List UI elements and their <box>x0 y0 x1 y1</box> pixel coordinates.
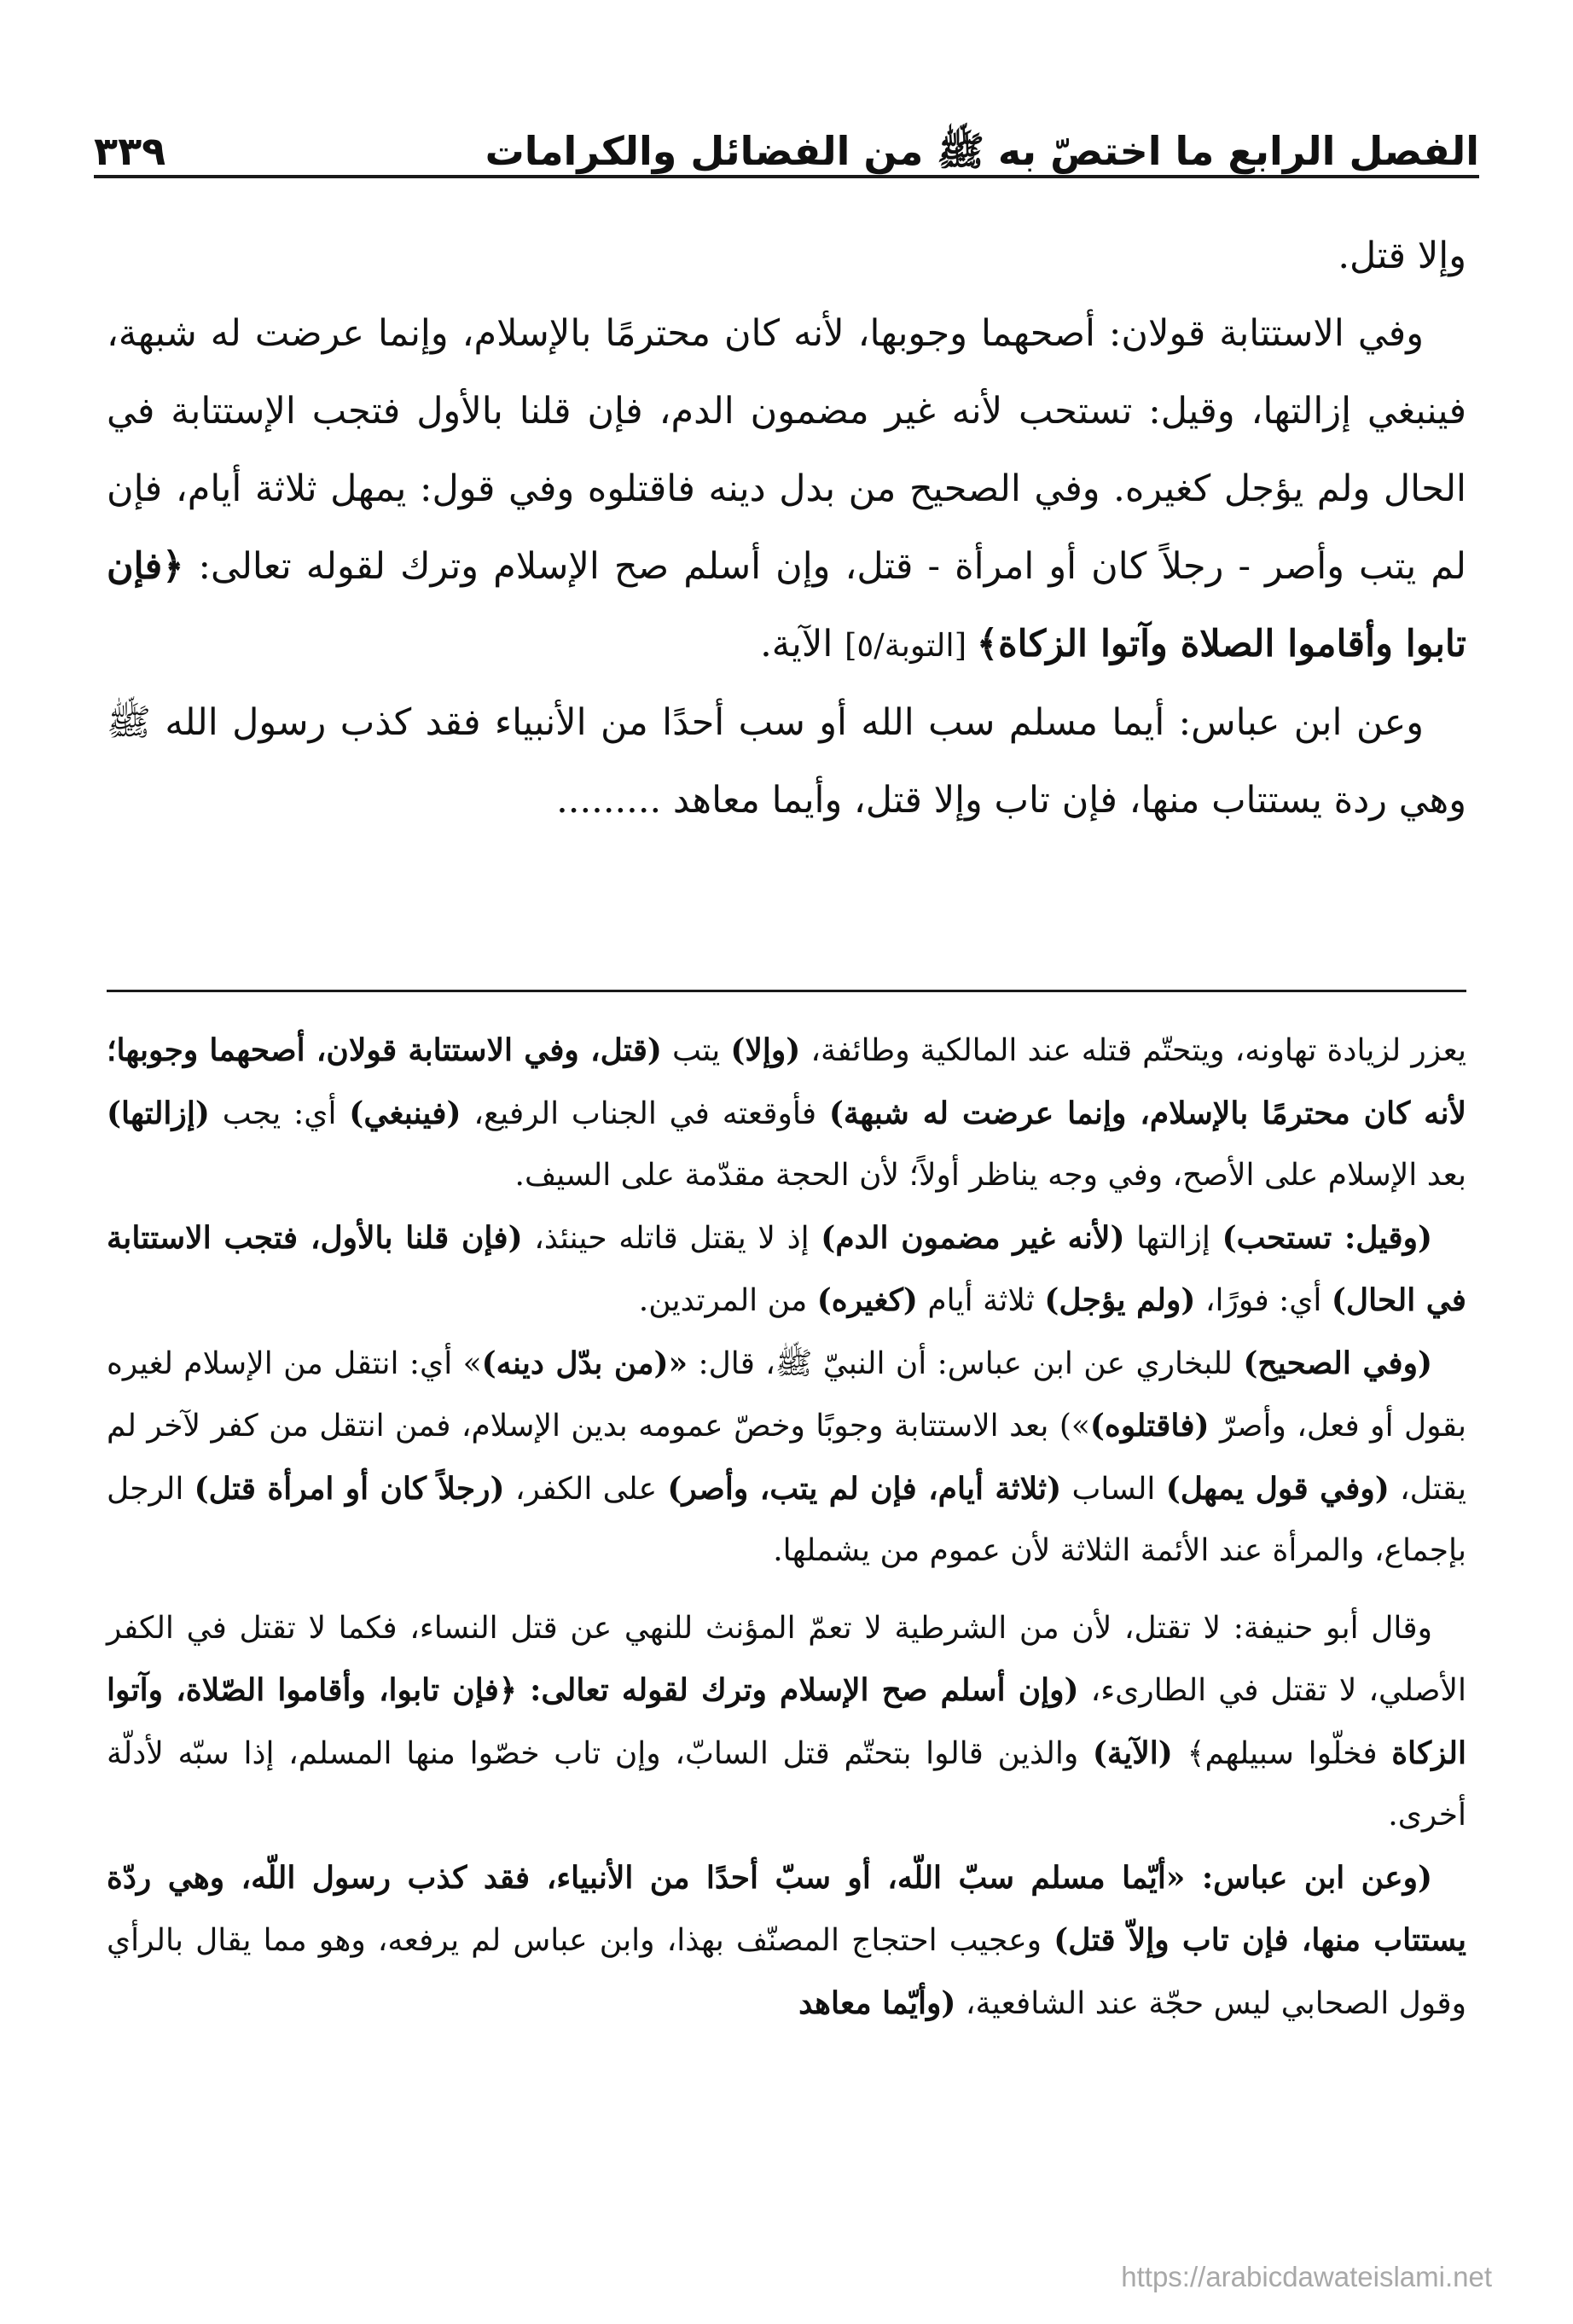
main-paragraph-2-text: وفي الاستتابة قولان: أصحهما وجوبها، لأنه كان محترمًا بالإسلام، وإنما عرضت له شبهة، فينبغي إزالتها، وقيل: تستحب لأنه غير مضمون الدم، فإن قلنا بالأول فتجب الإستتابة في الحال ولم يؤجل كغيره. وفي الصحيح من بدل دينه فاقتلوه وفي قول: يمهل ثلاثة أيام، فإن لم يتب وأصر - رجلاً كان أو امرأة - قتل، وإن أسلم صح الإسلام وترك لقوله تعالى: <box>107 312 1466 588</box>
footnote-separator <box>107 990 1466 992</box>
text-segment: وعجيب احتجاج المصنّف بهذا، وابن عباس لم يرفعه، وهو مما يقال بالرأي وقول الصحابي ليس حجّة عند الشافعية، <box>107 1923 1466 2021</box>
bold-segment: (قتل، وفي الاستتابة قولان، أصحهما وجوبها؛ لأنه كان محترمًا بالإسلام، وإنما عرضت له شبهة) <box>107 1032 1467 1131</box>
text-segment: إذ لا يقتل قاتله حينئذ، <box>522 1220 821 1256</box>
text-segment: للبخاري عن ابن عباس: أن النبيّ ﷺ، قال: <box>688 1345 1244 1381</box>
main-paragraph-1: وإلا قتل. <box>1338 235 1466 277</box>
text-segment: الساب <box>1061 1471 1166 1507</box>
text-segment: بعد الإسلام على الأصح، وفي وجه يناظر أولاً؛ لأن الحجة مقدّمة على السيف. <box>514 1158 1466 1193</box>
bold-segment: (رجلاً كان أو امرأة قتل) <box>194 1470 505 1507</box>
running-header <box>94 102 1479 174</box>
bold-segment: (فينبغي) <box>349 1095 461 1131</box>
commentary-text <box>107 1020 1466 2035</box>
bold-segment: (فإن قلنا بالأول، فتجب الاستتابة في الحال) <box>107 1219 1466 1318</box>
header-rule <box>94 175 1479 178</box>
text-segment: أي: فورًا، <box>1195 1283 1332 1318</box>
main-paragraph-2 <box>107 295 1466 684</box>
main-paragraph-3: وعن ابن عباس: أيما مسلم سب الله أو سب أحدًا من الأنبياء فقد كذب رسول الله ﷺ وهي ردة يستتاب منها، فإن تاب وإلا قتل، وأيما معاهد ......... <box>107 701 1466 822</box>
bold-segment: (فاقتلوه) <box>1089 1408 1210 1444</box>
bold-segment: (لأنه غير مضمون الدم) <box>821 1219 1125 1256</box>
bold-segment: (وعن ابن عباس: «أيّما مسلم سبّ اللّه، أو سبّ أحدًا من الأنبياء، فقد كذب رسول اللّه، وهي ردّة يستتاب منها، فإن تاب وإلاّ قتل) <box>107 1859 1466 1958</box>
verse-reference: [التوبة/٥] <box>844 627 977 664</box>
bold-segment: (وإن أسلم صح الإسلام وترك لقوله تعالى: ﴿فإن تابوا، وأقاموا الصّلاة، وآتوا الزكاة <box>107 1672 1466 1771</box>
text-segment: ») بعد الاستتابة وجوبًا وخصّ عمومه بدين الإسلام، فمن انتقل من كفر لآخر لم يقتل، <box>107 1409 1467 1507</box>
bold-segment: (ولم يؤجل) <box>1044 1282 1196 1318</box>
commentary-paragraph-2 <box>107 1207 1466 1333</box>
text-segment: والذين قالوا بتحتّم قتل السابّ، وإن تاب خصّوا منها المسلم، إذا سبّه لأدلّة أخرى. <box>107 1735 1466 1833</box>
main-paragraph-2-end: الآية. <box>760 623 845 665</box>
commentary-paragraph-1 <box>107 1020 1466 1207</box>
bold-segment: (وقيل: تستحب) <box>1222 1219 1433 1256</box>
chapter-title: الفصل الرابع ما اختصّ به ﷺ من الفضائل والكرامات <box>485 128 1479 174</box>
commentary-paragraph-4 <box>107 1598 1466 1847</box>
page-number: ٣٣٩ <box>94 128 166 174</box>
commentary-paragraph-3 <box>107 1333 1466 1583</box>
watermark-url: https://arabicdawateislami.net <box>1121 2261 1492 2292</box>
text-segment: أي: يجب <box>209 1095 350 1131</box>
bold-segment: (إزالتها) <box>107 1095 210 1131</box>
text-segment: على الكفر، <box>504 1471 668 1507</box>
text-segment: وقال أبو حنيفة: لا تقتل، لأن من الشرطية لا تعمّ المؤنث للنهي عن قتل النساء، فكما لا تقتل في الكفر الأصلي، لا تقتل في الطارىء، <box>107 1610 1467 1708</box>
text-segment: فأوقعته في الجناب الرفيع، <box>461 1095 829 1131</box>
bold-segment: «(من بدّل دينه) <box>481 1345 688 1381</box>
text-segment: » أي: انتقل من الإسلام لغيره بقول أو فعل، وأصرّ <box>107 1345 1466 1444</box>
quran-verse: ﴿فإن تابوا وأقاموا الصلاة وآتوا الزكاة﴾ <box>107 545 1466 665</box>
bold-segment: (ثلاثة أيام، فإن لم يتب، وأصر) <box>667 1470 1062 1507</box>
text-segment: الرجل بإجماع، والمرأة عند الأئمة الثلاثة لأن عموم من يشملها. <box>107 1471 1466 1568</box>
bold-segment: (الآية) <box>1092 1734 1173 1771</box>
bold-segment: (وأيّما معاهد <box>798 1984 956 2021</box>
bold-segment: (وفي قول يمهل) <box>1165 1470 1390 1507</box>
main-text <box>107 218 1466 840</box>
bold-segment: (وفي الصحيح) <box>1243 1345 1432 1381</box>
text-segment: فخلّوا سبيلهم﴾ <box>1172 1735 1392 1771</box>
commentary-paragraph-5 <box>107 1847 1466 2036</box>
text-segment: إزالتها <box>1124 1220 1222 1256</box>
text-segment: يعزر لزيادة تهاونه، ويتحتّم قتله عند المالكية وطائفة، <box>800 1033 1466 1068</box>
text-segment: يتب <box>661 1033 731 1068</box>
bold-segment: (كغيره) <box>816 1282 918 1318</box>
text-segment: من المرتدين. <box>638 1283 817 1318</box>
text-segment: ثلاثة أيام <box>917 1283 1045 1318</box>
bold-segment: (وإلا) <box>730 1032 801 1068</box>
